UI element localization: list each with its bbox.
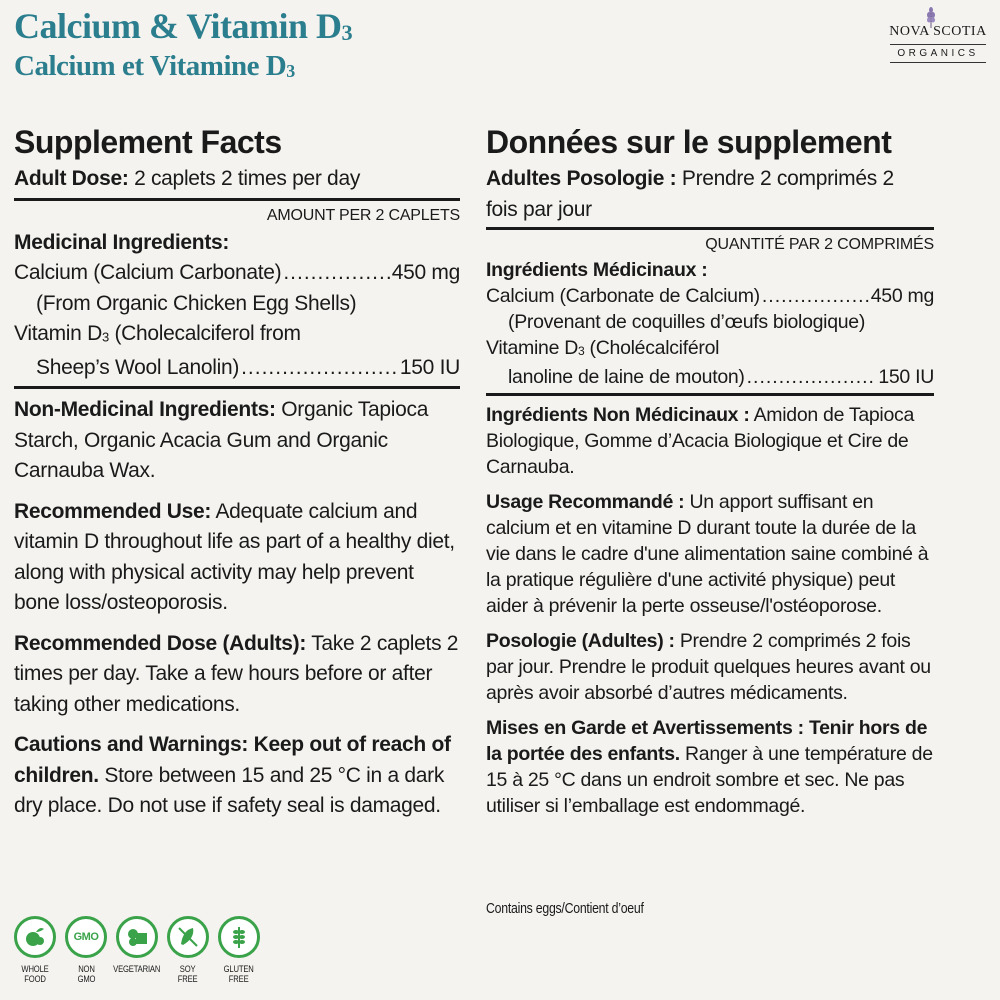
ingredient-calcium-source: (From Organic Chicken Egg Shells) xyxy=(36,291,357,315)
soy-free-icon xyxy=(167,916,209,958)
logo-divider xyxy=(890,62,986,63)
title-french: Calcium et Vitamine D3 xyxy=(14,50,295,83)
facts-heading-fr: Données sur le supplement xyxy=(486,124,892,160)
ingredient-vitamin-d-fr: Vitamine D3 (Cholécalciférol xyxy=(486,337,720,359)
badge-gluten-free xyxy=(218,916,260,984)
divider xyxy=(486,393,934,396)
logo-brand: NOVA SCOTIA xyxy=(889,24,987,39)
divider xyxy=(486,227,934,230)
recommended-dose: Recommended Dose (Adults): Take 2 caplets 2 times per day. Take a few hours before or after taking other medications. xyxy=(14,631,459,716)
cautions-warnings-fr: Mises en Garde et Avertissements : Tenir hors de la portée des enfants. Ranger à une température de 15 à 25 °C dans un endroit sombre et sec. Ne pas utiliser si l’emballage est endommagé. xyxy=(486,717,933,818)
recommended-use: Recommended Use: Adequate calcium and vitamin D throughout life as part of a healthy diet, along with physical activity may help prevent bone loss/osteoporosis. xyxy=(14,499,455,615)
amount-per: AMOUNT PER 2 CAPLETS xyxy=(266,206,460,224)
adult-dose: Adult Dose: 2 caplets 2 times per day xyxy=(14,167,361,190)
divider xyxy=(14,198,460,201)
badge-label: NON GMO xyxy=(77,964,95,984)
badge-label: WHOLE FOOD xyxy=(21,964,49,984)
vegetarian-icon xyxy=(116,916,158,958)
allergen-note: Contains eggs/Contient d’oeuf xyxy=(486,900,644,917)
amount-per-fr: QUANTITÉ PAR 2 COMPRIMÉS xyxy=(705,236,934,253)
badge-non-gmo xyxy=(65,916,107,984)
logo-divider xyxy=(890,44,986,45)
badge-label: VEGETARIAN xyxy=(113,964,161,974)
logo-sub: ORGANICS xyxy=(897,48,979,59)
cautions-warnings: Cautions and Warnings: Keep out of reach of children. Store between 15 and 25 °C in a dark dry place. Do not use if safety seal is damaged. xyxy=(14,733,451,818)
non-medicinal-ingredients-fr: Ingrédients Non Médicinaux : Amidon de Tapioca Biologique, Gomme d’Acacia Biologique et Cire de Carnauba. xyxy=(486,404,914,479)
ingredient-vitamin-d-source-fr: lanoline de laine de mouton) ..... 150 IU xyxy=(486,364,934,390)
ingredient-vitamin-d: Vitamin D3 (Cholecalciferol from xyxy=(14,322,301,345)
non-medicinal-ingredients: Non-Medicinal Ingredients: Organic Tapioca Starch, Organic Acacia Gum and Organic Carnauba Wax. xyxy=(14,398,429,483)
title-english: Calcium & Vitamin D3 xyxy=(14,6,353,46)
facts-heading: Supplement Facts xyxy=(14,124,282,160)
certification-badges xyxy=(14,916,260,984)
ingredient-calcium-source-fr: (Provenant de coquilles d’œufs biologique) xyxy=(508,311,866,333)
medicinal-heading-fr: Ingrédients Médicinaux : xyxy=(486,259,708,281)
medicinal-heading: Medicinal Ingredients: xyxy=(14,230,230,254)
badge-whole-food xyxy=(14,916,56,984)
ingredient-calcium: Calcium (Calcium Carbonate) ..... 450 mg xyxy=(14,258,460,289)
badge-label: GLUTEN FREE xyxy=(223,964,255,984)
badge-label: SOY FREE xyxy=(178,964,198,984)
ingredient-vitamin-d-source: Sheep’s Wool Lanolin) ..... 150 IU xyxy=(14,353,460,384)
supplement-facts-french xyxy=(486,122,934,819)
badge-soy-free xyxy=(167,916,209,984)
gmo-text: GMO xyxy=(73,931,99,943)
recommended-use-fr: Usage Recommandé : Un apport suffisant en calcium et en vitamine D durant toute la durée de la vie dans le cadre d'une alimentation saine combiné à la pratique régulière d'une activité physique) peut aider à prévenir la perte osseuse/l'ostéoporose. xyxy=(486,491,929,618)
gluten-free-icon xyxy=(218,916,260,958)
badge-vegetarian xyxy=(113,916,161,984)
brand-logo xyxy=(888,6,988,62)
ingredient-calcium-fr: Calcium (Carbonate de Calcium) ..... 450 mg xyxy=(486,283,934,309)
adult-dose-fr: Adultes Posologie : Prendre 2 comprimés 2 fois par jour xyxy=(486,167,894,221)
whole-food-icon xyxy=(14,916,56,958)
non-gmo-icon xyxy=(65,916,107,958)
recommended-dose-fr: Posologie (Adultes) : Prendre 2 comprimés 2 fois par jour. Prendre le produit quelques heures avant ou après avoir absorbé d’autres médicaments. xyxy=(486,630,931,705)
supplement-facts-english xyxy=(14,122,460,822)
product-title xyxy=(14,8,352,86)
divider xyxy=(14,386,460,389)
